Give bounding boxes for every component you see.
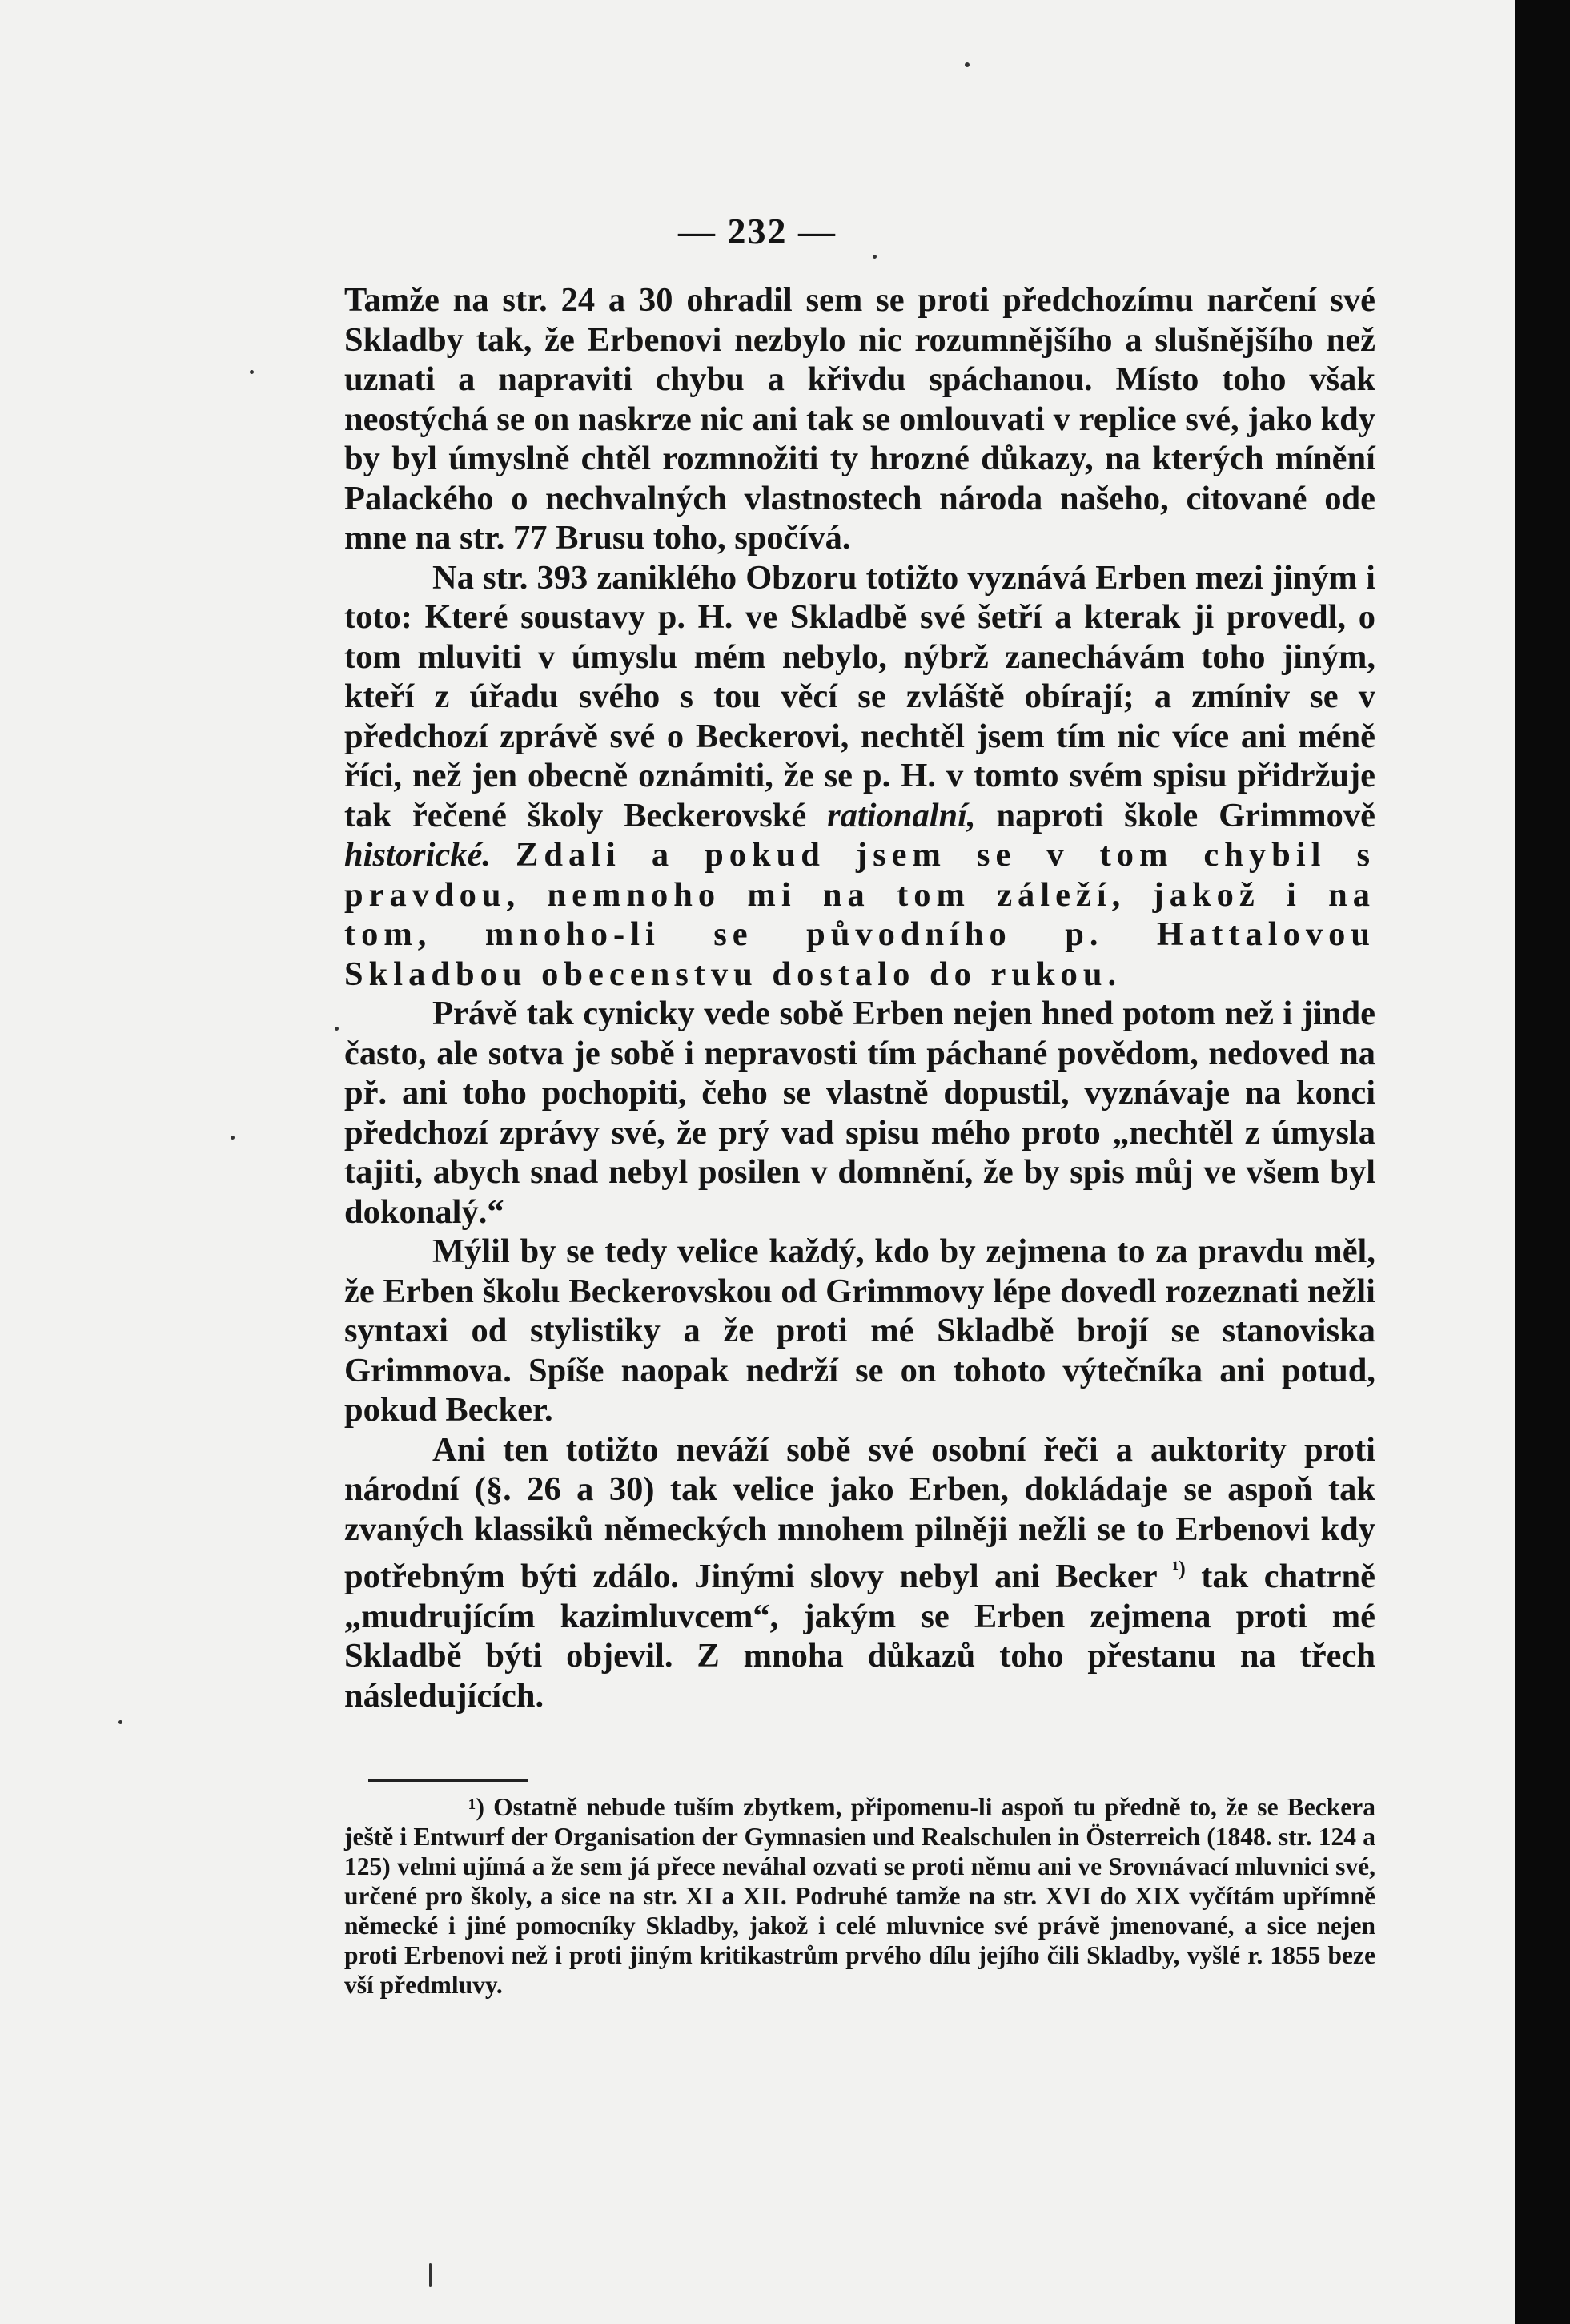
footnote-rule	[368, 1779, 528, 1782]
print-speck	[335, 1027, 339, 1031]
paragraph-5-part2: tak chatrně „mudrujícím kazimluvcem“, jakým se Erben zejmena proti mé Skladbě býti objevil. Z mnoha důkazů toho přestanu na třech následujících.	[344, 1558, 1375, 1715]
paragraph-2-part2: naproti škole Grimmově	[996, 796, 1376, 834]
paragraph-2-part1: Na str. 393 zaniklého Obzoru totižto vyznává Erben mezi jiným i toto: Které soustavy p. H. ve Skladbě své šetří a kterak ji provedl, o tom mluviti v úmyslu mém nebylo, nýbrž zanechávám toho jiným, kteří z úřadu svého s tou věcí se zvláště obírají; a zmíniv se v předchozí zprávě své o Beckerovi, nechtěl jsem tím nic více ani méně říci, než jen obecně oznámiti, že se p. H. v tomto svém spisu přidržuje tak řečené školy Beckerovské	[344, 558, 1375, 834]
footnote-text: Ostatně nebude tuším zbytkem, připomenu-li aspoň tu předně to, že se Beckera ještě i Entwurf der Organisation der Gymnasien und Realschulen in Österreich (1848. str. 124 a 125) velmi ujímá a že sem já přece neváhal ozvati se proti němu ani ve Srovnávací mluvnici své, určené pro školy, a sice na str. XI a XII. Podruhé tamže na str. XVI do XIX vyčítám upřímně německé i jiné pomocníky Skladby, jakož i celé mluvnice své právě jmenované, a sice nejen proti Erbenovi než i proti jiným kritikastrům prvého dílu jejího čili Skladby, vyšlé r. 1855 beze vší předmluvy.	[344, 1793, 1375, 1999]
page-number: — 232 —	[678, 211, 837, 251]
footnote-mark: ¹)	[468, 1793, 484, 1821]
scan-border	[1515, 0, 1570, 2324]
footnote	[344, 1792, 1375, 2000]
body-text	[344, 280, 1375, 1715]
paragraph-4: Mýlil by se tedy velice každý, kdo by zejmena to za pravdu měl, že Erben školu Beckerovskou od Grimmovy lépe dovedl rozeznati nežli syntaxi od stylistiky a že proti mé Skladbě brojí se stanoviska Grimmova. Spíše naopak nedrží se on tohoto výtečníka ani potud, pokud Becker.	[344, 1232, 1375, 1429]
print-speck	[250, 370, 254, 374]
paragraph-1: Tamže na str. 24 a 30 ohradil sem se proti předchozímu narčení své Skladby tak, že Erbenovi nezbylo nic rozumnějšího a slušnějšího než uznati a napraviti chybu a křivdu spáchanou. Místo toho však neostýchá se on naskrze nic ani tak se omlouvati v replice své, jako kdy by byl úmyslně chtěl rozmnožiti ty hrozné důkazy, na kterých mínění Palackého o nechvalných vlastnostech národa našeho, citované ode mne na str. 77 Brusu toho, spočívá.	[344, 281, 1375, 557]
print-speck	[429, 2263, 432, 2287]
paragraph-5-part1: Ani ten totižto neváží sobě své osobní řeči a auktority proti národní (§. 26 a 30) tak velice jako Erben, dokládaje se aspoň tak zvaných klassiků německých mnohem pilněji nežli se to Erbenovi kdy potřebným býti zdálo. Jinými slovy nebyl ani Becker	[344, 1430, 1375, 1596]
paragraph-3: Právě tak cynicky vede sobě Erben nejen hned potom než i jinde často, ale sotva je sobě i nepravosti tím páchané povědom, nedoved na př. ani toho pochopiti, čeho se vlastně dopustil, vyznávaje na konci předchozí zprávy své, že prý vad spisu mého proto „nechtěl z úmysla tajiti, abych snad nebyl posilen v domnění, že by spis můj ve všem byl dokonalý.“	[344, 995, 1375, 1231]
italic-rationalni: rationalní,	[827, 796, 976, 834]
print-speck	[873, 255, 877, 259]
print-speck	[118, 1720, 122, 1724]
paragraph-2-spaced: Zdali a pokud jsem se v tom chybil s pravdou, nemnoho mi na tom záleží, jakož i na tom, mnoho-li se původního p. Hattalovou Skladbou obecenstvu dostalo do rukou.	[344, 836, 1375, 993]
italic-historicke: historické.	[344, 836, 491, 874]
paragraph-2	[344, 558, 1375, 995]
print-speck	[231, 1136, 235, 1140]
print-speck	[965, 62, 970, 67]
footnote-reference: ¹)	[1172, 1557, 1186, 1580]
paragraph-5	[344, 1430, 1375, 1716]
